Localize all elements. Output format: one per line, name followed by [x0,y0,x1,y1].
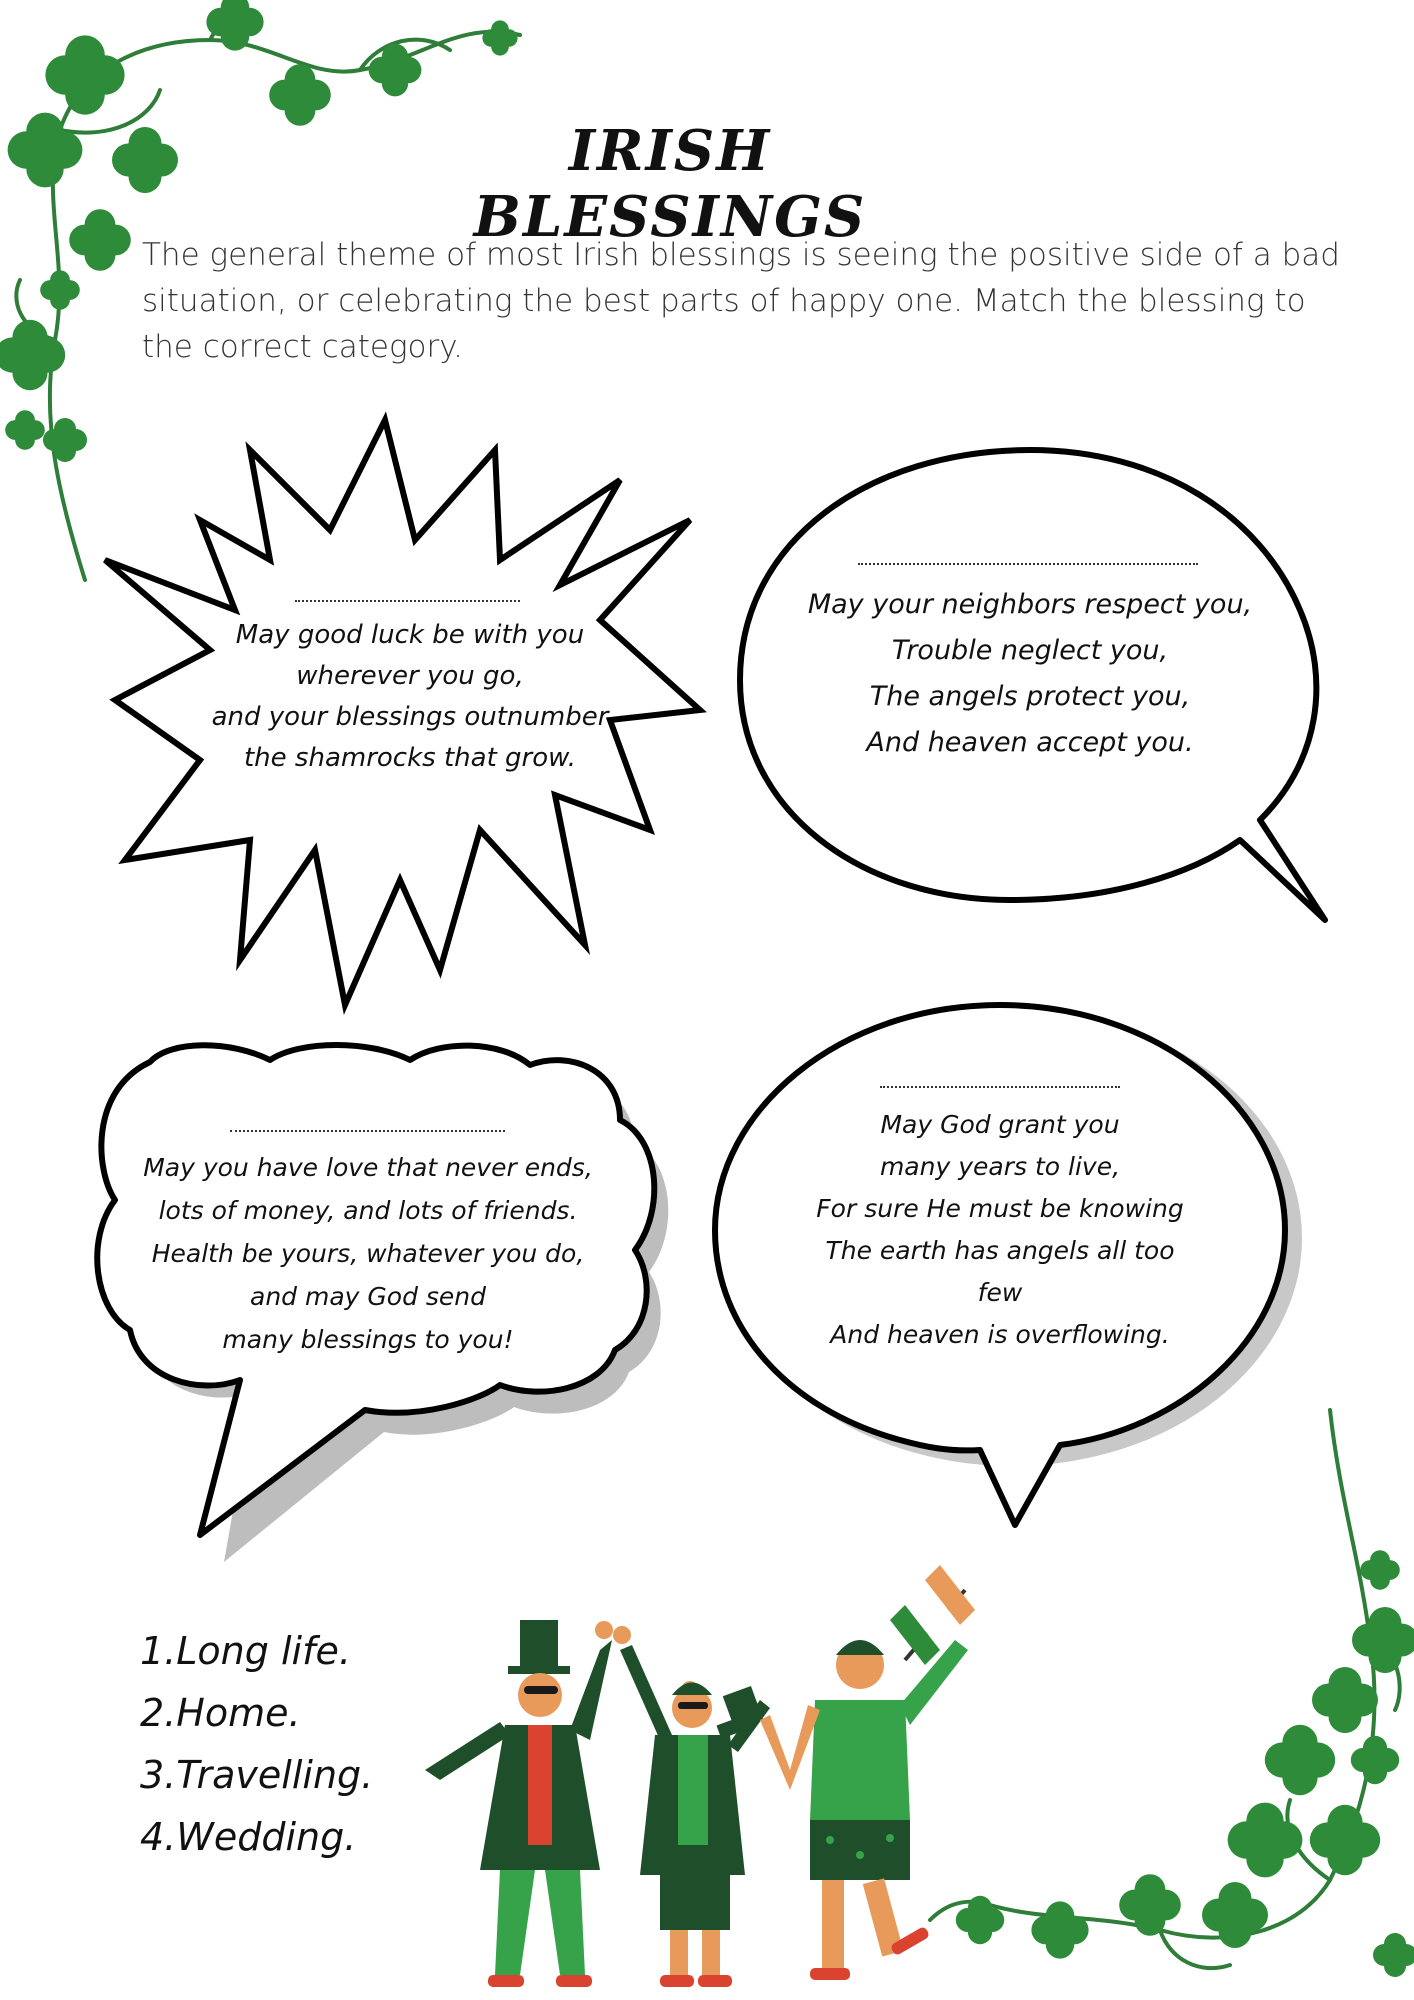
answer-blank-3[interactable] [230,1130,505,1132]
person-center [613,1626,770,1987]
blessing-line: lots of money, and lots of friends. [158,1196,578,1225]
blessing-line: The angels protect you, [869,681,1191,712]
category-list [140,1620,373,1868]
blessing-line: few [977,1278,1023,1307]
blessing-line: May God grant you [880,1110,1120,1139]
instructions-text: The general theme of most Irish blessings is seeing the positive side of a bad situation, or celebrating the best parts of happy one. Match the blessing to the correct category. [142,237,1340,365]
blessing-line: The earth has angels all too [825,1236,1175,1265]
blessing-line: the shamrocks that grow. [243,743,576,773]
blessing-line: For sure He must be knowing [816,1194,1184,1223]
blessing-4 [760,1104,1240,1356]
person-top-hat [425,1620,613,1987]
answer-blank-1[interactable] [295,600,520,602]
blessing-line: and your blessings outnumber [211,702,609,732]
answer-blank-4[interactable] [880,1086,1120,1088]
category-item: 3.Travelling. [140,1753,374,1797]
blessing-3 [108,1146,628,1361]
blessing-line: And heaven is overflowing. [830,1320,1170,1349]
page-title: IRISH BLESSINGS [473,118,867,250]
category-item: 1.Long life. [140,1629,351,1673]
category-item: 2.Home. [140,1691,301,1735]
blessing-line: May good luck be with you [235,620,585,650]
blessing-line: Health be yours, whatever you do, [151,1239,585,1268]
blessing-2 [760,582,1300,766]
blessing-line: and may God send [250,1282,486,1311]
answer-blank-2[interactable] [858,563,1198,565]
blessing-line: many years to live, [879,1152,1121,1181]
category-item: 4.Wedding. [140,1815,357,1859]
blessing-line: May you have love that never ends, [143,1153,593,1182]
blessing-1 [180,615,640,779]
blessing-line: Trouble neglect you, [891,635,1169,666]
person-with-flag [760,1565,975,1980]
blessing-line: wherever you go, [296,661,524,691]
celebrating-people-illustration [425,1565,975,1987]
blessing-line: many blessings to you! [222,1325,514,1354]
blessing-line: May your neighbors respect you, [807,589,1253,620]
blessing-line: And heaven accept you. [866,727,1194,758]
